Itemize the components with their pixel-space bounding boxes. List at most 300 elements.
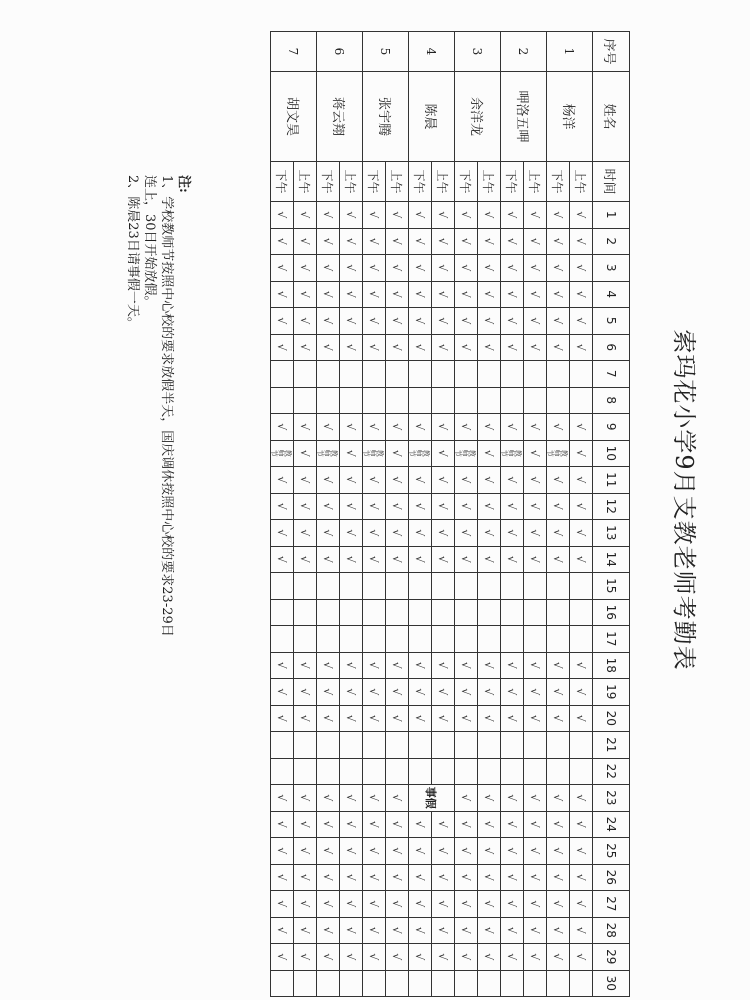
check-mark: √ <box>340 228 363 255</box>
check-mark: √ <box>363 414 386 441</box>
attendance-cell <box>271 626 294 653</box>
attendance-cell <box>271 573 294 600</box>
check-mark: √ <box>570 785 593 812</box>
check-mark: √ <box>547 705 570 732</box>
period-label: 下午 <box>317 162 340 202</box>
header-day-23: 23 <box>593 785 630 812</box>
check-mark: √ <box>340 467 363 494</box>
check-mark: √ <box>570 705 593 732</box>
period-label: 下午 <box>363 162 386 202</box>
attendance-cell <box>570 758 593 785</box>
check-mark: √ <box>363 811 386 838</box>
attendance-cell <box>524 732 547 759</box>
notes-heading: 注: <box>176 175 191 193</box>
check-mark: √ <box>570 467 593 494</box>
header-day-19: 19 <box>593 679 630 706</box>
attendance-cell <box>570 599 593 626</box>
check-mark: √ <box>524 440 547 467</box>
check-mark: √ <box>478 467 501 494</box>
check-mark: √ <box>340 705 363 732</box>
table-row <box>271 32 294 997</box>
attendance-cell <box>501 732 524 759</box>
attendance-cell <box>409 361 432 388</box>
attendance-cell <box>432 387 455 414</box>
attendance-cell <box>455 970 478 997</box>
check-mark: √ <box>432 255 455 282</box>
attendance-cell <box>478 732 501 759</box>
check-mark: √ <box>524 467 547 494</box>
check-mark: √ <box>570 546 593 573</box>
attendance-cell <box>570 387 593 414</box>
header-day-16: 16 <box>593 599 630 626</box>
check-mark: √ <box>340 652 363 679</box>
check-mark: √ <box>294 228 317 255</box>
check-mark: √ <box>501 334 524 361</box>
header-day-15: 15 <box>593 573 630 600</box>
teacher-name: 杨洋 <box>547 72 593 162</box>
check-mark: √ <box>524 281 547 308</box>
check-mark: √ <box>478 546 501 573</box>
table-row <box>570 32 593 997</box>
check-mark: √ <box>386 467 409 494</box>
check-mark: √ <box>432 891 455 918</box>
attendance-cell <box>317 387 340 414</box>
check-mark: √ <box>570 520 593 547</box>
check-mark: √ <box>409 281 432 308</box>
check-mark: √ <box>409 334 432 361</box>
teacher-seq: 4 <box>409 32 455 72</box>
attendance-cell <box>294 361 317 388</box>
attendance-cell <box>524 599 547 626</box>
check-mark: √ <box>271 520 294 547</box>
check-mark: √ <box>501 838 524 865</box>
check-mark: √ <box>294 255 317 282</box>
check-mark: √ <box>570 281 593 308</box>
check-mark: √ <box>547 917 570 944</box>
teacher-name: 张宇腾 <box>363 72 409 162</box>
check-mark: √ <box>386 652 409 679</box>
check-mark: √ <box>455 679 478 706</box>
header-day-1: 1 <box>593 202 630 229</box>
period-label: 下午 <box>455 162 478 202</box>
attendance-cell <box>570 361 593 388</box>
check-mark: √ <box>570 917 593 944</box>
check-mark: √ <box>455 944 478 971</box>
header-day-26: 26 <box>593 864 630 891</box>
attendance-cell <box>363 387 386 414</box>
teacher-name: 胡文昊 <box>271 72 317 162</box>
teacher-seq: 6 <box>317 32 363 72</box>
check-mark: √ <box>271 308 294 335</box>
check-mark: √ <box>271 811 294 838</box>
check-mark: √ <box>271 414 294 441</box>
check-mark: √ <box>317 334 340 361</box>
check-mark: √ <box>524 891 547 918</box>
check-mark: √ <box>409 467 432 494</box>
header-day-11: 11 <box>593 467 630 494</box>
check-mark: √ <box>524 811 547 838</box>
check-mark: √ <box>363 705 386 732</box>
check-mark: √ <box>271 228 294 255</box>
check-mark: √ <box>294 944 317 971</box>
check-mark: √ <box>317 493 340 520</box>
check-mark: √ <box>340 546 363 573</box>
check-mark: √ <box>432 679 455 706</box>
check-mark: √ <box>294 414 317 441</box>
check-mark: √ <box>271 679 294 706</box>
check-mark: √ <box>409 679 432 706</box>
attendance-cell <box>501 573 524 600</box>
check-mark: √ <box>501 202 524 229</box>
check-mark: √ <box>317 308 340 335</box>
check-mark: √ <box>570 334 593 361</box>
attendance-cell <box>524 970 547 997</box>
check-mark: √ <box>409 917 432 944</box>
check-mark: √ <box>409 255 432 282</box>
check-mark: √ <box>271 785 294 812</box>
teacher-day-note: 教师节 <box>317 440 340 467</box>
check-mark: √ <box>455 520 478 547</box>
check-mark: √ <box>340 334 363 361</box>
page-title: 索玛花小学9月支教老师考勤表 <box>670 329 698 671</box>
check-mark: √ <box>455 811 478 838</box>
attendance-cell <box>317 626 340 653</box>
check-mark: √ <box>409 891 432 918</box>
check-mark: √ <box>455 652 478 679</box>
attendance-cell <box>455 387 478 414</box>
attendance-cell <box>524 573 547 600</box>
check-mark: √ <box>409 944 432 971</box>
check-mark: √ <box>363 228 386 255</box>
attendance-cell <box>432 970 455 997</box>
attendance-cell <box>501 626 524 653</box>
header-day-20: 20 <box>593 705 630 732</box>
check-mark: √ <box>501 493 524 520</box>
check-mark: √ <box>317 202 340 229</box>
check-mark: √ <box>547 414 570 441</box>
check-mark: √ <box>478 520 501 547</box>
check-mark: √ <box>317 705 340 732</box>
check-mark: √ <box>340 440 363 467</box>
check-mark: √ <box>455 891 478 918</box>
attendance-cell <box>547 387 570 414</box>
check-mark: √ <box>386 811 409 838</box>
check-mark: √ <box>455 705 478 732</box>
check-mark: √ <box>386 705 409 732</box>
attendance-cell <box>455 361 478 388</box>
attendance-cell <box>409 732 432 759</box>
check-mark: √ <box>478 944 501 971</box>
attendance-cell <box>294 599 317 626</box>
check-mark: √ <box>271 546 294 573</box>
check-mark: √ <box>432 228 455 255</box>
check-mark: √ <box>340 493 363 520</box>
check-mark: √ <box>478 705 501 732</box>
check-mark: √ <box>271 467 294 494</box>
attendance-cell <box>294 732 317 759</box>
notes-line-3: 2、陈晨23日请事假一天。 <box>125 175 140 330</box>
check-mark: √ <box>455 281 478 308</box>
table-row <box>501 32 524 997</box>
header-day-22: 22 <box>593 758 630 785</box>
check-mark: √ <box>455 308 478 335</box>
check-mark: √ <box>409 864 432 891</box>
check-mark: √ <box>501 520 524 547</box>
check-mark: √ <box>386 308 409 335</box>
check-mark: √ <box>478 414 501 441</box>
header-day-3: 3 <box>593 255 630 282</box>
check-mark: √ <box>317 785 340 812</box>
check-mark: √ <box>547 202 570 229</box>
teacher-day-note: 教师节 <box>455 440 478 467</box>
attendance-cell <box>478 573 501 600</box>
table-row <box>386 32 409 997</box>
check-mark: √ <box>570 679 593 706</box>
check-mark: √ <box>409 493 432 520</box>
check-mark: √ <box>271 652 294 679</box>
check-mark: √ <box>478 334 501 361</box>
attendance-cell <box>455 573 478 600</box>
header-day-9: 9 <box>593 414 630 441</box>
attendance-cell <box>478 599 501 626</box>
check-mark: √ <box>294 308 317 335</box>
check-mark: √ <box>386 255 409 282</box>
check-mark: √ <box>294 705 317 732</box>
header-day-7: 7 <box>593 361 630 388</box>
check-mark: √ <box>386 838 409 865</box>
attendance-cell <box>317 361 340 388</box>
header-day-27: 27 <box>593 891 630 918</box>
check-mark: √ <box>432 705 455 732</box>
attendance-cell <box>409 573 432 600</box>
attendance-cell <box>432 573 455 600</box>
header-day-24: 24 <box>593 811 630 838</box>
check-mark: √ <box>363 281 386 308</box>
attendance-cell <box>386 599 409 626</box>
header-day-8: 8 <box>593 387 630 414</box>
attendance-cell <box>478 361 501 388</box>
attendance-cell <box>386 970 409 997</box>
check-mark: √ <box>524 520 547 547</box>
attendance-cell <box>294 573 317 600</box>
teacher-name: 呷洛五呷 <box>501 72 547 162</box>
check-mark: √ <box>570 202 593 229</box>
check-mark: √ <box>570 652 593 679</box>
attendance-cell <box>455 599 478 626</box>
header-day-12: 12 <box>593 493 630 520</box>
attendance-cell <box>294 758 317 785</box>
check-mark: √ <box>363 944 386 971</box>
check-mark: √ <box>317 944 340 971</box>
check-mark: √ <box>386 228 409 255</box>
check-mark: √ <box>363 864 386 891</box>
check-mark: √ <box>501 891 524 918</box>
check-mark: √ <box>294 838 317 865</box>
table-row <box>432 32 455 997</box>
check-mark: √ <box>317 546 340 573</box>
period-label: 下午 <box>547 162 570 202</box>
attendance-cell <box>271 387 294 414</box>
check-mark: √ <box>501 255 524 282</box>
check-mark: √ <box>409 202 432 229</box>
check-mark: √ <box>432 811 455 838</box>
header-day-17: 17 <box>593 626 630 653</box>
check-mark: √ <box>478 652 501 679</box>
attendance-cell <box>340 758 363 785</box>
teacher-day-note: 教师节 <box>363 440 386 467</box>
attendance-cell <box>524 361 547 388</box>
attendance-cell <box>547 573 570 600</box>
check-mark: √ <box>271 255 294 282</box>
attendance-cell <box>501 387 524 414</box>
check-mark: √ <box>478 679 501 706</box>
attendance-cell <box>340 573 363 600</box>
check-mark: √ <box>294 652 317 679</box>
check-mark: √ <box>547 308 570 335</box>
check-mark: √ <box>570 811 593 838</box>
check-mark: √ <box>340 864 363 891</box>
attendance-cell <box>409 970 432 997</box>
check-mark: √ <box>432 281 455 308</box>
check-mark: √ <box>478 255 501 282</box>
leave-mark: 事假 <box>409 785 455 812</box>
teacher-name: 余洋龙 <box>455 72 501 162</box>
teacher-seq: 5 <box>363 32 409 72</box>
check-mark: √ <box>524 228 547 255</box>
attendance-cell <box>501 758 524 785</box>
header-seq: 序号 <box>593 32 630 72</box>
attendance-cell <box>363 626 386 653</box>
attendance-cell <box>478 387 501 414</box>
notes-line-1: 1、学校教师节按照中心校的要求放假半天，国庆调休按照中心校的要求23-29日 <box>159 175 174 637</box>
teacher-name: 蒋云翔 <box>317 72 363 162</box>
check-mark: √ <box>478 308 501 335</box>
check-mark: √ <box>363 917 386 944</box>
check-mark: √ <box>409 228 432 255</box>
check-mark: √ <box>294 679 317 706</box>
check-mark: √ <box>317 228 340 255</box>
period-label: 上午 <box>432 162 455 202</box>
period-label: 下午 <box>501 162 524 202</box>
check-mark: √ <box>432 944 455 971</box>
attendance-cell <box>363 361 386 388</box>
attendance-cell <box>409 626 432 653</box>
check-mark: √ <box>294 281 317 308</box>
teacher-seq: 2 <box>501 32 547 72</box>
attendance-cell <box>409 599 432 626</box>
check-mark: √ <box>455 785 478 812</box>
period-label: 上午 <box>340 162 363 202</box>
check-mark: √ <box>524 705 547 732</box>
check-mark: √ <box>570 308 593 335</box>
check-mark: √ <box>570 414 593 441</box>
attendance-cell <box>386 732 409 759</box>
check-mark: √ <box>455 546 478 573</box>
attendance-cell <box>409 387 432 414</box>
teacher-day-note: 教师节 <box>271 440 294 467</box>
check-mark: √ <box>570 864 593 891</box>
check-mark: √ <box>340 838 363 865</box>
check-mark: √ <box>386 281 409 308</box>
attendance-cell <box>340 599 363 626</box>
check-mark: √ <box>501 414 524 441</box>
check-mark: √ <box>317 652 340 679</box>
attendance-cell <box>501 599 524 626</box>
check-mark: √ <box>547 652 570 679</box>
check-mark: √ <box>547 944 570 971</box>
check-mark: √ <box>409 705 432 732</box>
header-name: 姓名 <box>593 72 630 162</box>
check-mark: √ <box>363 838 386 865</box>
check-mark: √ <box>386 520 409 547</box>
attendance-cell <box>340 361 363 388</box>
check-mark: √ <box>478 785 501 812</box>
check-mark: √ <box>363 520 386 547</box>
check-mark: √ <box>386 414 409 441</box>
check-mark: √ <box>386 334 409 361</box>
attendance-cell <box>524 626 547 653</box>
check-mark: √ <box>432 202 455 229</box>
attendance-cell <box>294 626 317 653</box>
check-mark: √ <box>294 493 317 520</box>
header-day-5: 5 <box>593 308 630 335</box>
check-mark: √ <box>501 281 524 308</box>
check-mark: √ <box>340 281 363 308</box>
check-mark: √ <box>432 546 455 573</box>
header-day-6: 6 <box>593 334 630 361</box>
attendance-cell <box>363 758 386 785</box>
attendance-cell <box>271 361 294 388</box>
check-mark: √ <box>432 440 455 467</box>
check-mark: √ <box>455 202 478 229</box>
check-mark: √ <box>363 679 386 706</box>
attendance-cell <box>317 758 340 785</box>
check-mark: √ <box>294 864 317 891</box>
check-mark: √ <box>547 864 570 891</box>
check-mark: √ <box>501 546 524 573</box>
check-mark: √ <box>547 228 570 255</box>
check-mark: √ <box>317 467 340 494</box>
check-mark: √ <box>501 652 524 679</box>
check-mark: √ <box>455 414 478 441</box>
check-mark: √ <box>524 917 547 944</box>
check-mark: √ <box>294 811 317 838</box>
attendance-cell <box>340 626 363 653</box>
check-mark: √ <box>340 414 363 441</box>
check-mark: √ <box>271 493 294 520</box>
check-mark: √ <box>386 944 409 971</box>
attendance-cell <box>386 387 409 414</box>
check-mark: √ <box>363 891 386 918</box>
attendance-cell <box>547 970 570 997</box>
check-mark: √ <box>501 944 524 971</box>
check-mark: √ <box>524 546 547 573</box>
attendance-cell <box>432 599 455 626</box>
check-mark: √ <box>386 864 409 891</box>
check-mark: √ <box>271 334 294 361</box>
check-mark: √ <box>294 917 317 944</box>
check-mark: √ <box>363 467 386 494</box>
check-mark: √ <box>294 785 317 812</box>
attendance-cell <box>432 626 455 653</box>
table-row <box>455 32 478 997</box>
check-mark: √ <box>409 308 432 335</box>
check-mark: √ <box>524 334 547 361</box>
check-mark: √ <box>524 679 547 706</box>
check-mark: √ <box>294 467 317 494</box>
header-day-25: 25 <box>593 838 630 865</box>
table-row <box>409 32 432 997</box>
